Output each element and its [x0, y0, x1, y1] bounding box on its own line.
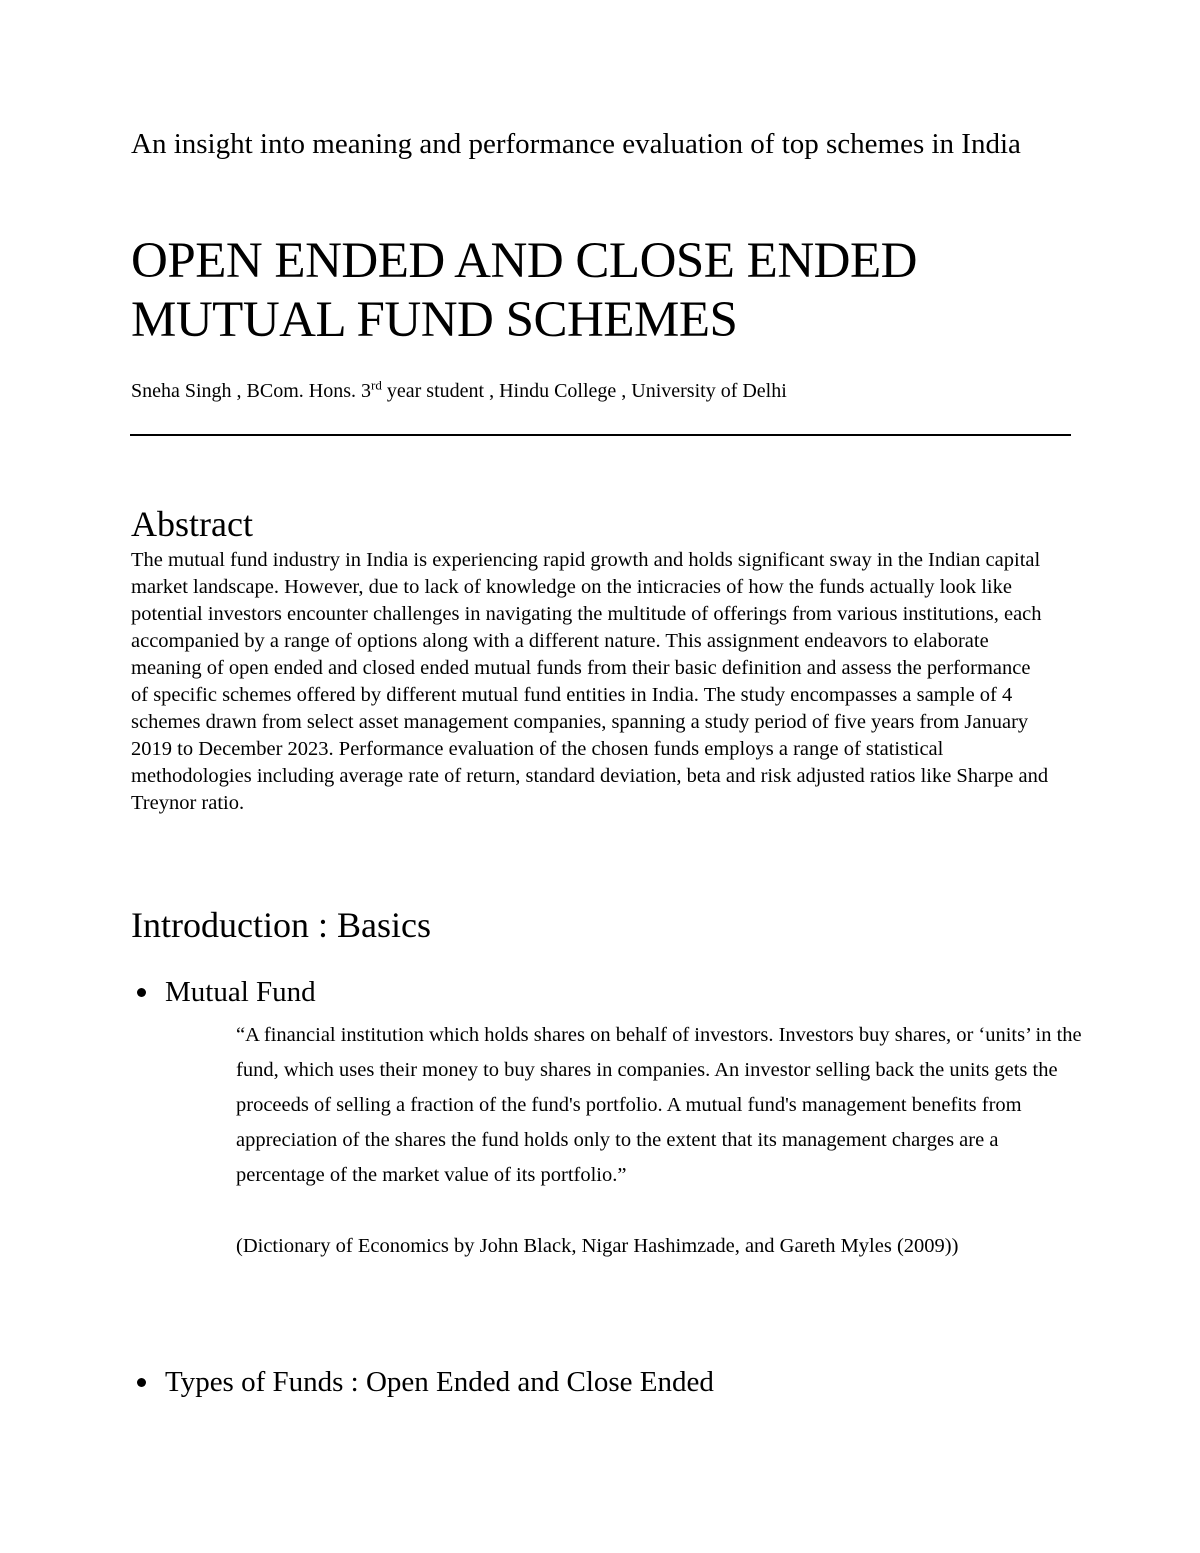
abstract-body: The mutual fund industry in India is experiencing rapid growth and holds significant sway in the Indian capital market landscape. However, due to lack of knowledge on the inticracies of how the funds actually look like potential investors encounter challenges in navigating the multitude of offerings from various institutions, each accompanied by a range of options along with a different nature. This assignment endeavors to elaborate meaning of open ended and closed ended mutual funds from their basic definition and assess the performance of specific schemes offered by different mutual fund entities in India. The study encompasses a sample of 4 schemes drawn from select asset management companies, spanning a study period of five years from January 2019 to December 2023. Performance evaluation of the chosen funds employs a range of statistical methodologies including average rate of return, standard deviation, beta and risk adjusted ratios like Sharpe and Treynor ratio. [131, 549, 1049, 814]
author-affiliation: year student , Hindu College , University of Delhi [381, 380, 787, 402]
quote-citation: (Dictionary of Economics by John Black, Nigar Hashimzade, and Gareth Myles (2009)) [236, 1235, 959, 1257]
document-subtitle: An insight into meaning and performance evaluation of top schemes in India [131, 128, 1021, 160]
document-title: OPEN ENDED AND CLOSE ENDED MUTUAL FUND SCHEMES [131, 233, 917, 348]
introduction-heading: Introduction : Basics [131, 905, 431, 945]
bullet-icon [137, 988, 146, 997]
bullet-icon [137, 1378, 146, 1387]
abstract-heading: Abstract [131, 504, 253, 544]
list-item-label: Mutual Fund [165, 976, 316, 1008]
title-divider [130, 434, 1071, 436]
definition-quote: “A financial institution which holds shares on behalf of investors. Investors buy shares, or ‘units’ in the fund, which uses their money to buy shares in companies. An investor selling back the units gets the proceeds of selling a fraction of the fund's portfolio. A mutual fund's management benefits from appreciation of the shares the fund holds only to the extent that its management charges are a percentage of the market value of its portfolio.” [236, 1024, 1082, 1186]
author-year-superscript: rd [371, 377, 382, 393]
list-item-types-of-funds [131, 1364, 714, 1400]
author-line [131, 378, 1091, 404]
list-item-mutual-fund [131, 974, 316, 1010]
author-name-prefix: Sneha Singh , BCom. Hons. 3 [131, 380, 372, 402]
list-item-label: Types of Funds : Open Ended and Close Ended [165, 1366, 714, 1398]
